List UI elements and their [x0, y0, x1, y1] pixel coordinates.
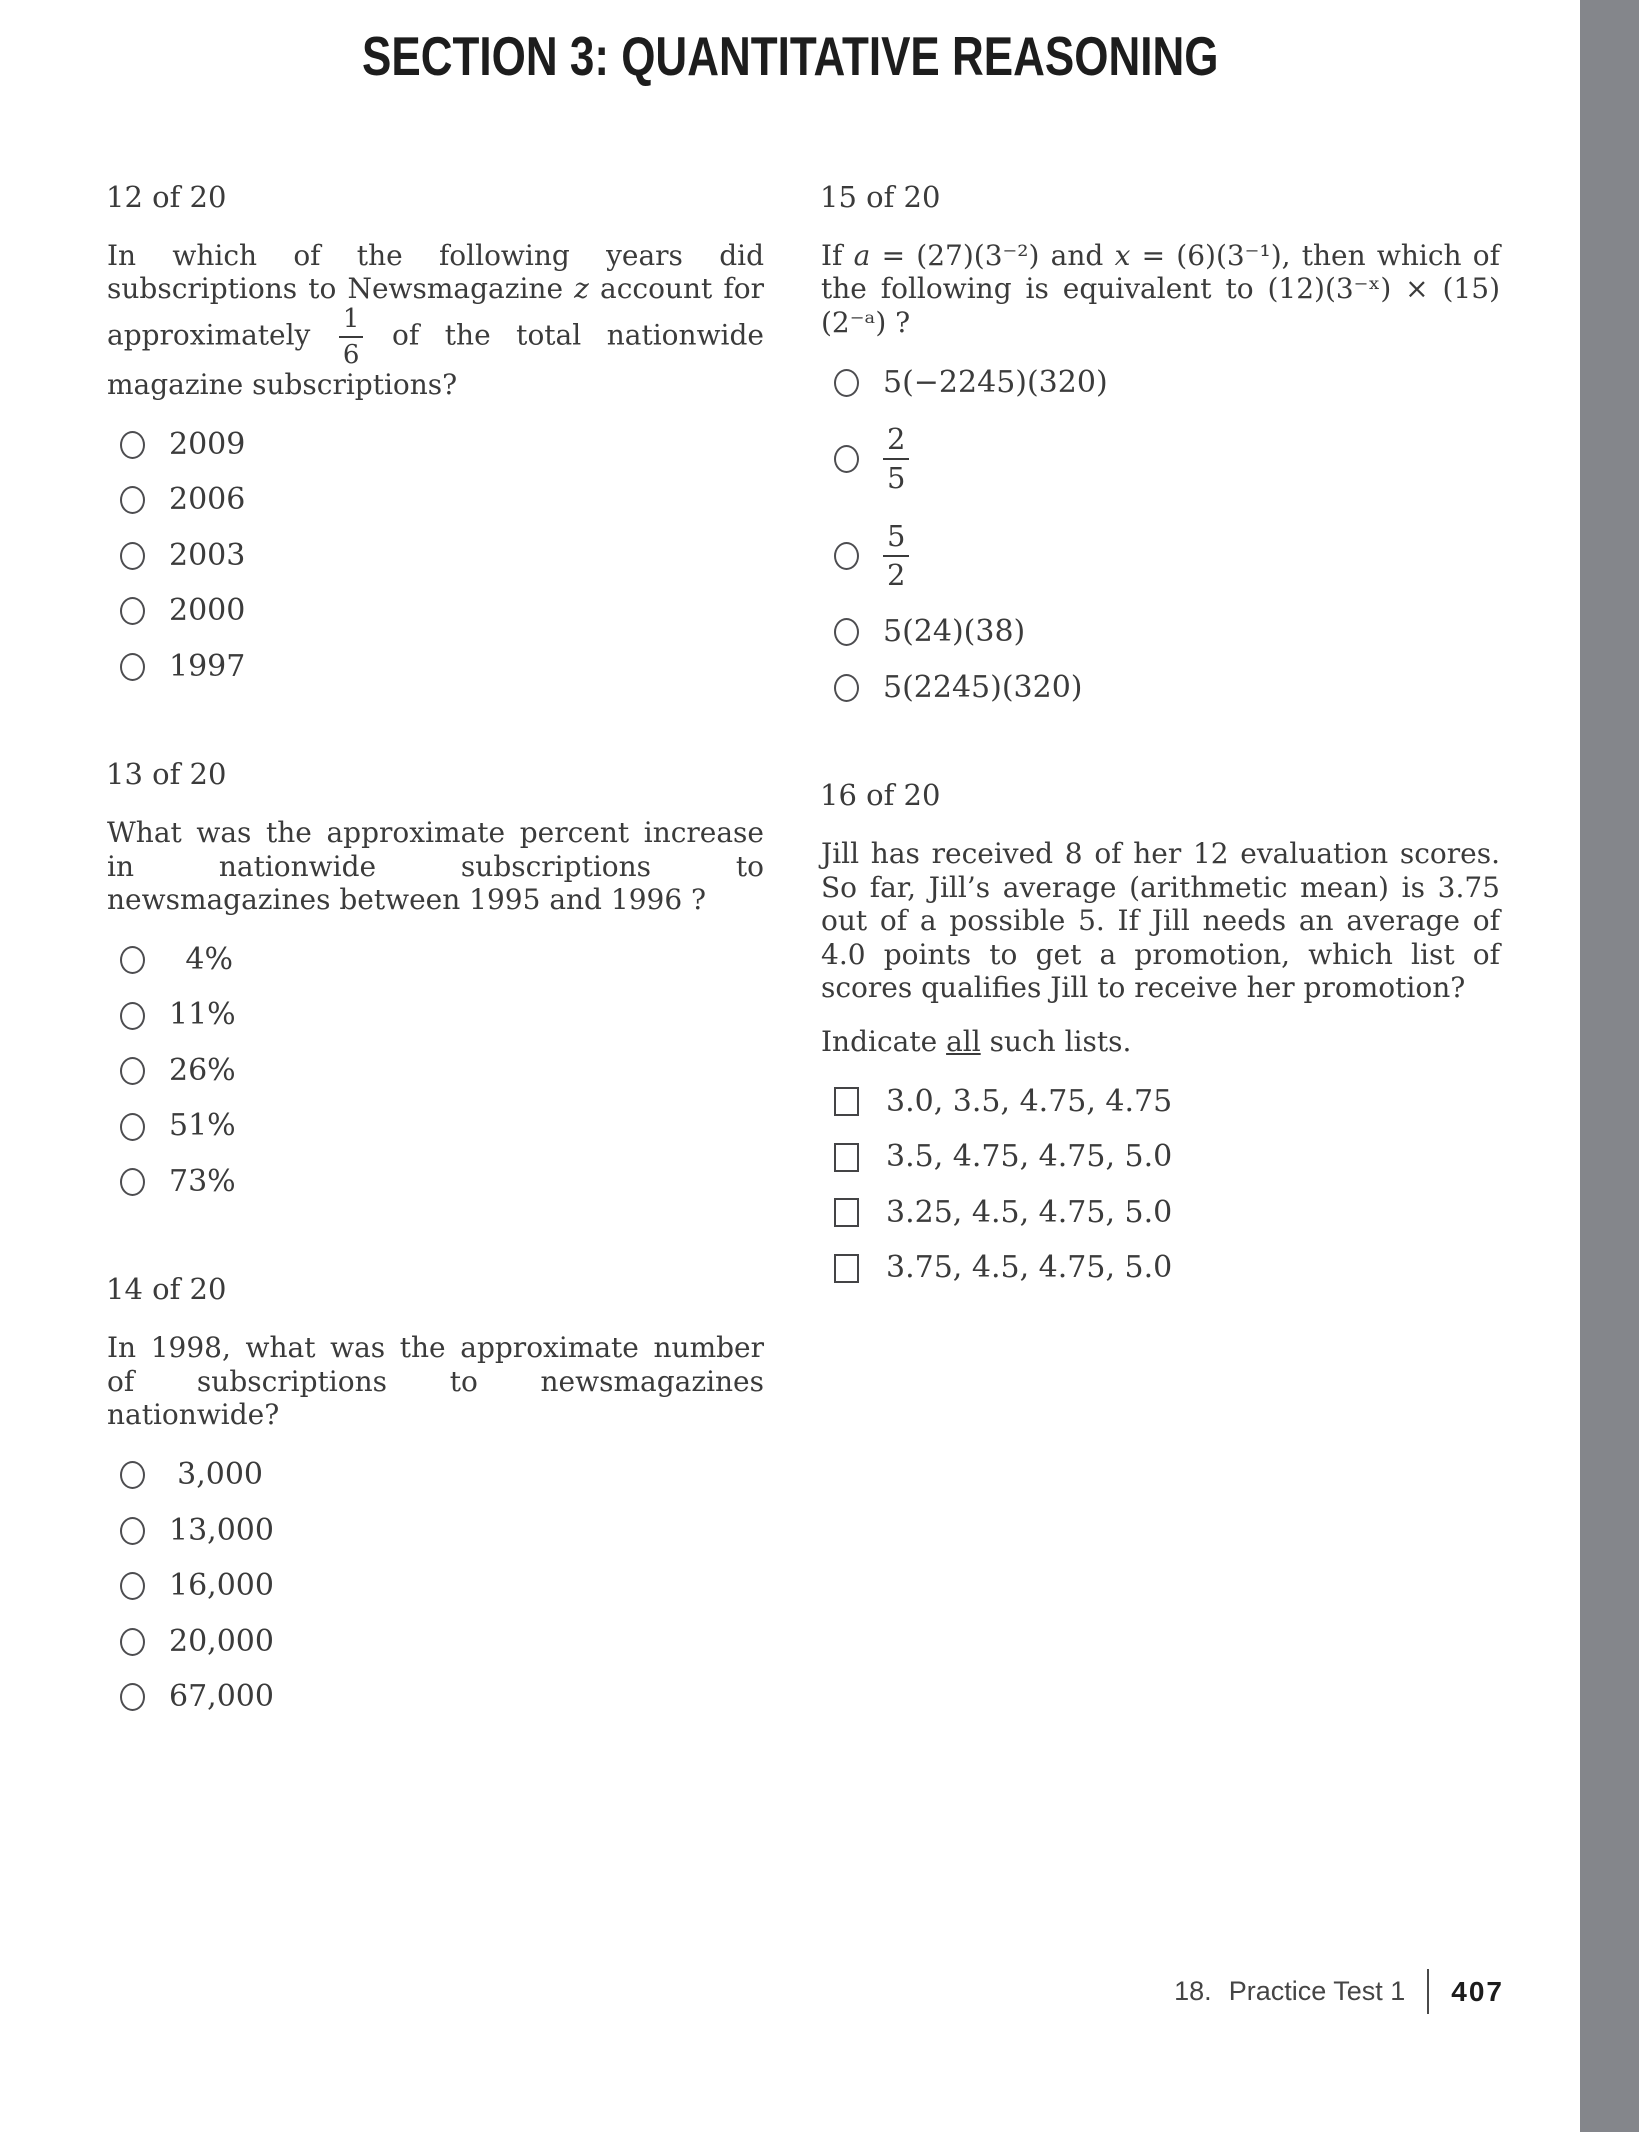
- question-text-part: of the total nationwide magazine subscriptions?: [107, 318, 764, 402]
- answer-option[interactable]: [120, 1625, 764, 1660]
- page-edge-bar: [1580, 0, 1639, 2132]
- fraction-numerator: 1: [339, 306, 364, 338]
- answer-options: [820, 366, 1500, 706]
- option-label: 73%: [169, 1163, 236, 1199]
- radio-button-icon[interactable]: [120, 1168, 145, 1196]
- option-label: 4%: [185, 941, 233, 977]
- radio-button-icon[interactable]: [120, 542, 145, 570]
- variable-x: x: [1114, 238, 1131, 272]
- answer-option[interactable]: [834, 366, 1500, 401]
- variable-z: z: [574, 272, 589, 306]
- indicate-all-underlined: all: [946, 1025, 981, 1059]
- section-title: SECTION 3: QUANTITATIVE REASONING: [361, 25, 1219, 87]
- option-label: 2006: [169, 482, 246, 518]
- question-16: [820, 780, 1500, 1285]
- answer-option[interactable]: [120, 1054, 764, 1089]
- indicate-text-part: Indicate: [821, 1025, 947, 1059]
- fraction-denominator: 2: [887, 558, 906, 593]
- radio-button-icon[interactable]: [120, 1057, 145, 1085]
- left-column: [106, 182, 764, 1736]
- radio-button-icon[interactable]: [834, 674, 859, 702]
- radio-button-icon[interactable]: [120, 1628, 145, 1656]
- radio-button-icon[interactable]: [120, 1683, 145, 1711]
- option-label: 5(−2245)(320): [883, 364, 1108, 400]
- radio-button-icon[interactable]: [120, 1572, 145, 1600]
- footer-divider: [1427, 1969, 1429, 2014]
- question-text: [821, 239, 1500, 340]
- answer-option[interactable]: [834, 1085, 1500, 1120]
- answer-option[interactable]: [120, 1680, 764, 1715]
- answer-option[interactable]: [834, 1196, 1500, 1231]
- answer-option[interactable]: [834, 671, 1500, 706]
- answer-option[interactable]: [120, 428, 764, 463]
- option-label: 51%: [169, 1108, 236, 1144]
- option-label: 3,000: [177, 1457, 263, 1493]
- option-label: 3.75, 4.5, 4.75, 5.0: [886, 1250, 1173, 1286]
- radio-button-icon[interactable]: [120, 1461, 145, 1489]
- indicate-text-part: such lists.: [980, 1025, 1132, 1059]
- option-label: 13,000: [169, 1512, 274, 1548]
- fraction-denominator: 5: [887, 461, 906, 496]
- radio-button-icon[interactable]: [120, 431, 145, 459]
- question-number: 12 of 20: [106, 180, 227, 214]
- option-label: 16,000: [169, 1568, 274, 1604]
- answer-option[interactable]: [120, 539, 764, 574]
- answer-option[interactable]: [120, 1109, 764, 1144]
- question-12: [106, 182, 764, 684]
- answer-options: [106, 943, 764, 1200]
- right-column: [820, 182, 1500, 1736]
- answer-option[interactable]: [120, 1165, 764, 1200]
- answer-options: [106, 428, 764, 685]
- answer-option[interactable]: [120, 1458, 764, 1493]
- question-number: 15 of 20: [820, 180, 941, 214]
- radio-button-icon[interactable]: [834, 445, 859, 473]
- radio-button-icon[interactable]: [120, 1002, 145, 1030]
- option-label: 20,000: [169, 1623, 274, 1659]
- checkbox-icon[interactable]: [834, 1143, 859, 1172]
- indicate-instruction: [821, 1025, 1500, 1059]
- section-title-wrap: [0, 24, 1580, 88]
- radio-button-icon[interactable]: [834, 618, 859, 646]
- answer-option[interactable]: [120, 483, 764, 518]
- radio-button-icon[interactable]: [120, 486, 145, 514]
- two-column-layout: [106, 182, 1504, 1736]
- answer-option[interactable]: [834, 615, 1500, 650]
- fraction-five-halves: [883, 519, 909, 593]
- checkbox-icon[interactable]: [834, 1254, 859, 1283]
- answer-option[interactable]: [834, 1140, 1500, 1175]
- question-text-part: = (27)(3⁻²) and: [870, 238, 1115, 272]
- option-label: 2009: [169, 426, 246, 462]
- option-label: 11%: [169, 997, 236, 1033]
- radio-button-icon[interactable]: [120, 653, 145, 681]
- option-label: 26%: [169, 1052, 236, 1088]
- question-number: 13 of 20: [106, 757, 227, 792]
- question-text: In 1998, what was the approximate number of subscriptions to newsmagazines nationwide?: [107, 1331, 764, 1432]
- question-text: Jill has received 8 of her 12 evaluation scores. So far, Jill’s average (arithmetic mean) is 3.75 out of a possible 5. If Jill needs an average of 4.0 points to get a promotion, which list of scores qualifies Jill to receive her promotion?: [821, 837, 1500, 1005]
- chapter-number: 18.: [1174, 1976, 1212, 2006]
- answer-option[interactable]: [120, 650, 764, 685]
- page-number: 407: [1451, 1975, 1504, 2007]
- fraction-denominator: 6: [342, 340, 360, 371]
- radio-button-icon[interactable]: [120, 597, 145, 625]
- option-label: 3.25, 4.5, 4.75, 5.0: [886, 1194, 1173, 1230]
- answer-option[interactable]: [120, 943, 764, 978]
- question-text-part: If: [821, 238, 854, 272]
- answer-options: [106, 1458, 764, 1715]
- radio-button-icon[interactable]: [120, 1517, 145, 1545]
- fraction-one-sixth: [339, 304, 364, 371]
- option-label: 5(24)(38): [883, 614, 1026, 650]
- question-text: [107, 239, 764, 402]
- option-label: 5(2245)(320): [883, 669, 1083, 705]
- answer-option[interactable]: [834, 421, 1500, 497]
- radio-button-icon[interactable]: [834, 369, 859, 397]
- answer-option[interactable]: [120, 594, 764, 629]
- checkbox-icon[interactable]: [834, 1087, 859, 1116]
- answer-option[interactable]: [834, 518, 1500, 594]
- answer-options: [820, 1085, 1500, 1286]
- option-label: 3.5, 4.75, 4.75, 5.0: [886, 1139, 1173, 1175]
- answer-option[interactable]: [120, 1569, 764, 1604]
- answer-option[interactable]: [120, 1514, 764, 1549]
- fraction-two-fifths: [883, 422, 909, 496]
- answer-option[interactable]: [120, 998, 764, 1033]
- question-text-part: = (6)(3⁻¹), then which of the following is equivalent to (12)(3⁻ˣ) × (15)(2⁻ᵃ) ?: [821, 238, 1500, 340]
- option-label: 67,000: [169, 1679, 274, 1715]
- question-15: [820, 182, 1500, 705]
- option-label: 2003: [169, 537, 246, 573]
- radio-button-icon[interactable]: [120, 946, 145, 974]
- question-number: 16 of 20: [820, 778, 941, 813]
- question-text-part: account for approximately: [107, 272, 764, 352]
- question-14: [106, 1274, 764, 1714]
- radio-button-icon[interactable]: [120, 1113, 145, 1141]
- question-text: What was the approximate percent increase in nationwide subscriptions to newsmagazines between 1995 and 1996 ?: [107, 816, 764, 917]
- option-label: 3.0, 3.5, 4.75, 4.75: [886, 1083, 1173, 1119]
- question-13: [106, 759, 764, 1199]
- question-number: 14 of 20: [106, 1272, 227, 1307]
- page-footer: [106, 1969, 1504, 2014]
- fraction-numerator: 2: [883, 425, 909, 460]
- option-label: 2000: [169, 593, 246, 629]
- fraction-numerator: 5: [883, 522, 909, 557]
- footer-title: Practice Test 1: [1228, 1976, 1406, 2006]
- checkbox-icon[interactable]: [834, 1198, 859, 1227]
- radio-button-icon[interactable]: [834, 542, 859, 570]
- answer-option[interactable]: [834, 1251, 1500, 1286]
- variable-a: a: [853, 238, 871, 272]
- question-text-part: In which of the following years did subscriptions to Newsmagazine: [107, 238, 764, 306]
- option-label: 1997: [169, 648, 246, 684]
